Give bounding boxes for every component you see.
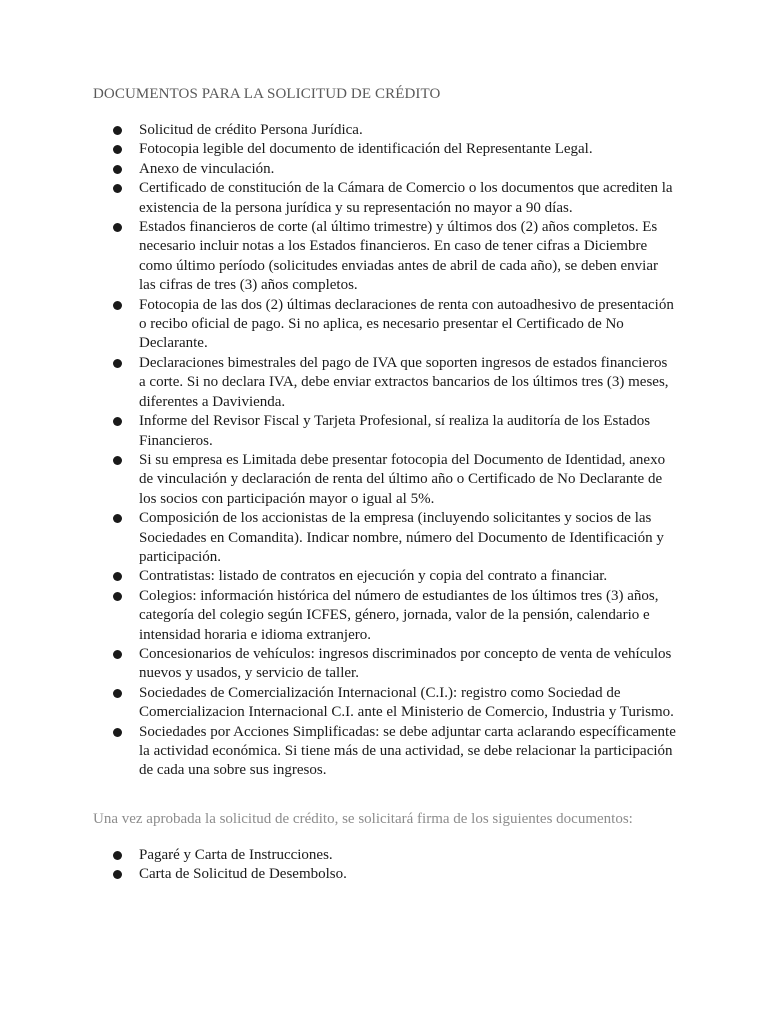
- bullet-icon: [113, 301, 122, 310]
- list-item: [0, 296, 768, 354]
- bullet-icon: [113, 223, 122, 232]
- list-item: [0, 354, 768, 412]
- bullet-icon: [113, 359, 122, 368]
- list-item-text: Sociedades de Comercialización Internacional (C.I.): registro como Sociedad de Comercializacion Internacional C.I. ante el Ministerio de Comercio, Industria y Turismo.: [139, 684, 674, 721]
- bullet-icon: [113, 689, 122, 698]
- list-item: [0, 451, 768, 509]
- requirements-list: [0, 121, 768, 781]
- list-item: [0, 865, 768, 884]
- list-item: [0, 121, 768, 140]
- list-item-text: Contratistas: listado de contratos en ejecución y copia del contrato a financiar.: [139, 568, 608, 585]
- approval-intro-text: Una vez aprobada la solicitud de crédito, se solicitará firma de los siguientes documentos:: [93, 811, 633, 827]
- bullet-icon: [113, 417, 122, 426]
- list-item-text: Sociedades por Acciones Simplificadas: se debe adjuntar carta aclarando específicamente la actividad económica. Si tiene más de una actividad, se debe relacionar la participación de cada una sobre sus ingresos.: [139, 723, 676, 779]
- bullet-icon: [113, 572, 122, 581]
- list-item: [0, 140, 768, 159]
- list-item: [0, 218, 768, 296]
- list-item: [0, 587, 768, 645]
- list-item-text: Si su empresa es Limitada debe presentar fotocopia del Documento de Identidad, anexo de vinculación y declaración de renta del último año o Certificado de No Declarante de los socios con participación mayor o igual al 5%.: [139, 451, 666, 507]
- list-item-text: Anexo de vinculación.: [139, 160, 275, 177]
- list-item-text: Concesionarios de vehículos: ingresos discriminados por concepto de venta de vehículos nuevos y usados, y servicio de taller.: [139, 645, 672, 682]
- bullet-icon: [113, 456, 122, 465]
- list-item: [0, 846, 768, 865]
- list-item: [0, 567, 768, 586]
- list-item: [0, 509, 768, 567]
- bullet-icon: [113, 870, 122, 879]
- list-item-text: Composición de los accionistas de la empresa (incluyendo solicitantes y socios de las Sociedades en Comandita). Indicar nombre, número del Documento de Identificación y participación.: [139, 510, 664, 565]
- list-item: [0, 179, 768, 218]
- list-item: [0, 412, 768, 451]
- bullet-icon: [113, 650, 122, 659]
- list-item: [0, 723, 768, 781]
- list-item: [0, 645, 768, 684]
- bullet-icon: [113, 145, 122, 154]
- document-title: DOCUMENTOS PARA LA SOLICITUD DE CRÉDITO: [93, 86, 441, 102]
- signature-documents-list: [0, 846, 768, 885]
- bullet-icon: [113, 728, 122, 737]
- list-item-text: Informe del Revisor Fiscal y Tarjeta Profesional, sí realiza la auditoría de los Estados Financieros.: [139, 413, 651, 449]
- bullet-icon: [113, 592, 122, 601]
- list-item-text: Solicitud de crédito Persona Jurídica.: [139, 122, 363, 138]
- list-item-text: Pagaré y Carta de Instrucciones.: [139, 847, 333, 863]
- list-item: [0, 160, 768, 179]
- bullet-icon: [113, 514, 122, 523]
- bullet-icon: [113, 851, 122, 860]
- list-item-text: Certificado de constitución de la Cámara de Comercio o los documentos que acrediten la existencia de la persona jurídica y su representación no mayor a 90 días.: [139, 180, 673, 216]
- list-item-text: Declaraciones bimestrales del pago de IVA que soporten ingresos de estados financieros a corte. Si no declara IVA, debe enviar extractos bancarios de los últimos tres (3) meses, diferentes a Davivienda.: [139, 354, 669, 410]
- list-item-text: Estados financieros de corte (al último trimestre) y últimos dos (2) años completos. Es necesario incluir notas a los Estados financieros. En caso de tener cifras a Diciembre como último período (solicitudes enviadas antes de abril de cada año), se deben enviar las cifras de tres (3) años completos.: [139, 219, 658, 294]
- list-item-text: Carta de Solicitud de Desembolso.: [139, 866, 347, 883]
- list-item-text: Fotocopia de las dos (2) últimas declaraciones de renta con autoadhesivo de presentación o recibo oficial de pago. Si no aplica, es necesario presentar el Certificado de No Declarante.: [139, 296, 674, 352]
- bullet-icon: [113, 165, 122, 174]
- list-item-text: Fotocopia legible del documento de identificación del Representante Legal.: [139, 141, 593, 158]
- bullet-icon: [113, 184, 122, 193]
- list-item: [0, 684, 768, 723]
- list-item-text: Colegios: información histórica del número de estudiantes de los últimos tres (3) años, categoría del colegio según ICFES, género, jornada, valor de la pensión, calendario e intensidad horaria e idioma extranjero.: [139, 587, 659, 643]
- bullet-icon: [113, 126, 122, 135]
